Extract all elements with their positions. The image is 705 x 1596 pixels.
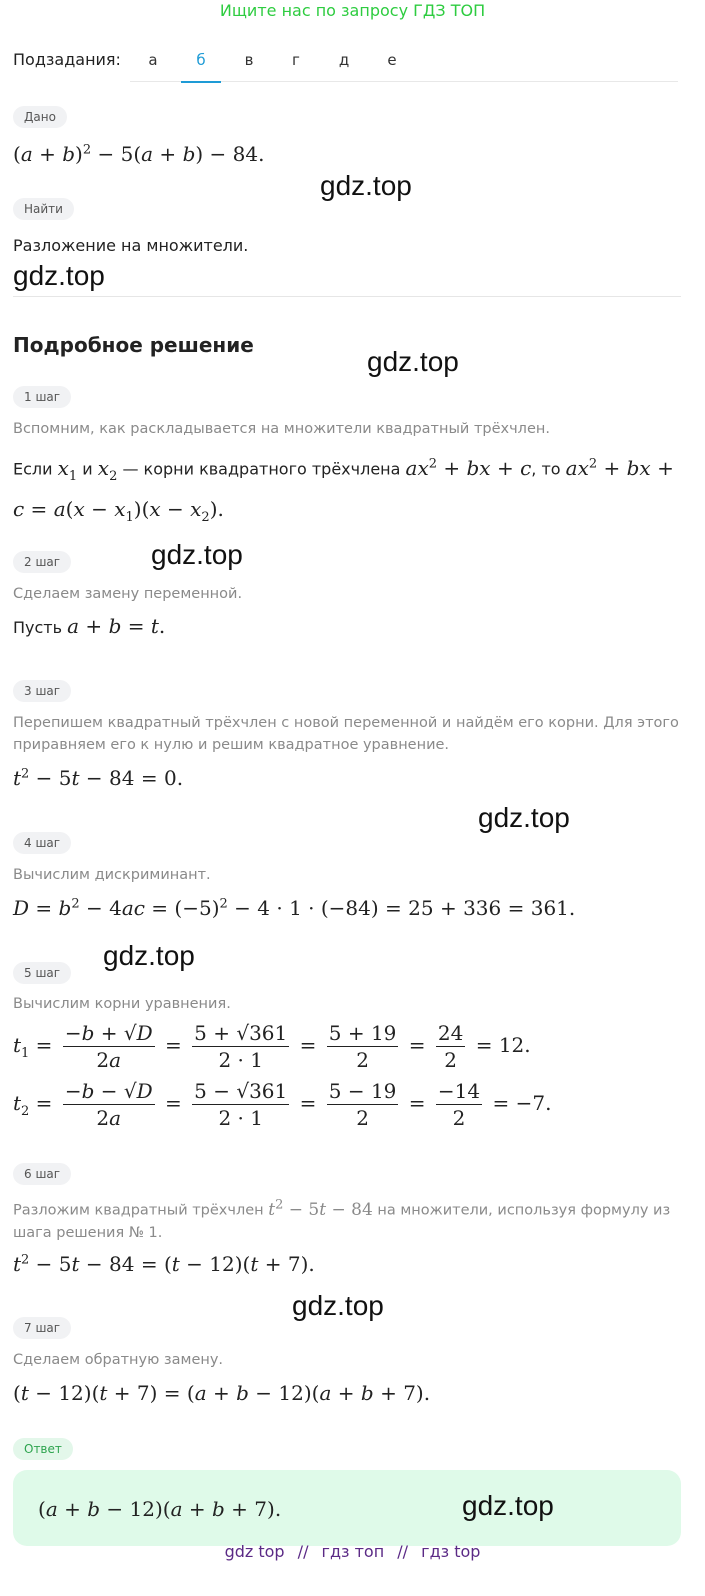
step-1-text: Если $x_1$ и $x_2$ — корни квадратного трёхчлена $ax^2$ + bx + c, то $ax^2$ + bx + $c = a(x - x_1)(x - x_2)$. xyxy=(13,455,674,525)
step-7-equation: (t − 12)(t + 7) = (a + b − 12)(a + b + 7). xyxy=(13,1381,431,1405)
footer-links xyxy=(0,1542,705,1561)
step-5-chip-wrap xyxy=(13,962,71,984)
step-chip: 5 шаг xyxy=(13,962,71,984)
watermark: gdz.top xyxy=(292,1290,384,1321)
step-2-text: Пусть a + b = t. xyxy=(13,614,166,638)
given-chip-wrap xyxy=(13,106,67,128)
step-4-chip-wrap xyxy=(13,832,71,854)
step-4-discriminant: $D = b^2 - 4ac = (-5)^2 - 4 \cdot 1 \cdot (-84) = 25 + 336 = 361$. xyxy=(13,896,576,920)
step-1-text-prefix: Если xyxy=(13,459,53,479)
step-6-factorization: $t^2 - 5t - 84 = (t - 12)(t + 7)$. xyxy=(13,1252,315,1276)
step-1-chip-wrap xyxy=(13,386,71,408)
footer-separator: // xyxy=(297,1542,309,1561)
step-chip: 2 шаг xyxy=(13,551,71,573)
tab-v[interactable]: в xyxy=(244,51,254,69)
step-5-root-2: $t_2$ = $\frac{-b - √D}{2a}$ = $\frac{5 - √361}{2 \cdot 1}$ = $\frac{5 - 19}{2}$ = $\frac{-14}{2}$ = −7. xyxy=(13,1079,552,1130)
watermark: gdz.top xyxy=(103,940,195,971)
divider xyxy=(13,296,681,297)
answer-expression: (a + b − 12)(a + b + 7). xyxy=(38,1497,282,1521)
step-1-text-mid3: , то xyxy=(531,459,561,479)
watermark: gdz.top xyxy=(478,802,570,833)
watermark: gdz.top xyxy=(151,539,243,570)
step-2-text-prefix: Пусть xyxy=(13,618,63,637)
step-chip: 7 шаг xyxy=(13,1317,71,1339)
step-7-chip-wrap xyxy=(13,1317,71,1339)
step-chip: 6 шаг xyxy=(13,1163,71,1185)
subtasks-tabs xyxy=(130,47,678,82)
find-chip: Найти xyxy=(13,198,74,220)
step-4-hint: Вычислим дискриминант. xyxy=(13,867,211,883)
step-1-hint: Вспомним, как раскладывается на множители квадратный трёхчлен. xyxy=(13,421,550,437)
footer-link[interactable]: гдз top xyxy=(421,1542,481,1561)
step-chip: 1 шаг xyxy=(13,386,71,408)
step-chip: 3 шаг xyxy=(13,680,71,702)
step-6-hint-suffix: на множители, используя формулу из шага решения № 1. xyxy=(13,1202,671,1241)
step-5-root-1: $t_1$ = $\frac{-b + √D}{2a}$ = $\frac{5 + √361}{2 \cdot 1}$ = $\frac{5 + 19}{2}$ = $\frac{24}{2}$ = 12. xyxy=(13,1021,531,1072)
step-6-chip-wrap xyxy=(13,1163,71,1185)
footer-separator: // xyxy=(397,1542,409,1561)
tab-g[interactable]: г xyxy=(292,51,300,69)
watermark: gdz.top xyxy=(367,346,459,377)
tab-a[interactable]: а xyxy=(148,51,158,69)
search-hint-banner: Ищите нас по запросу ГДЗ ТОП xyxy=(219,1,486,20)
step-chip: 4 шаг xyxy=(13,832,71,854)
footer-link[interactable]: gdz top xyxy=(224,1542,285,1561)
step-3-chip-wrap xyxy=(13,680,71,702)
step-3-equation: $t^2 - 5t - 84 = 0$. xyxy=(13,766,184,790)
step-6-hint: Разложим квадратный трёхчлен $t^2 - 5t - 84$ на множители, используя формулу из шага решения № 1. xyxy=(13,1197,671,1241)
tab-d[interactable]: д xyxy=(338,51,350,69)
subtasks-label: Подзадания: xyxy=(13,50,121,69)
watermark: gdz.top xyxy=(13,260,105,291)
answer-chip-wrap xyxy=(13,1438,73,1460)
step-2-chip-wrap xyxy=(13,551,71,573)
watermark: gdz.top xyxy=(462,1490,554,1521)
step-1-text-mid2: — корни квадратного трёхчлена xyxy=(122,459,401,479)
answer-chip: Ответ xyxy=(13,1438,73,1460)
step-2-hint: Сделаем замену переменной. xyxy=(13,586,243,602)
footer-link[interactable]: гдз топ xyxy=(321,1542,385,1561)
step-7-hint: Сделаем обратную замену. xyxy=(13,1352,224,1368)
given-expression: $(a + b)^2 - 5(a + b) - 84$. xyxy=(13,142,265,166)
step-6-hint-prefix: Разложим квадратный трёхчлен xyxy=(13,1202,264,1219)
tab-b[interactable]: б xyxy=(181,47,221,83)
find-text: Разложение на множители. xyxy=(13,236,249,255)
tab-e[interactable]: е xyxy=(387,51,397,69)
solution-title: Подробное решение xyxy=(13,333,254,357)
step-1-text-mid1: и xyxy=(82,459,93,479)
step-3-hint: Перепишем квадратный трёхчлен с новой переменной и найдём его корни. Для этого приравняем его к нулю и решим квадратное уравнение. xyxy=(13,715,679,753)
step-5-hint: Вычислим корни уравнения. xyxy=(13,996,231,1012)
given-chip: Дано xyxy=(13,106,67,128)
watermark: gdz.top xyxy=(320,170,412,201)
find-chip-wrap xyxy=(13,198,74,220)
